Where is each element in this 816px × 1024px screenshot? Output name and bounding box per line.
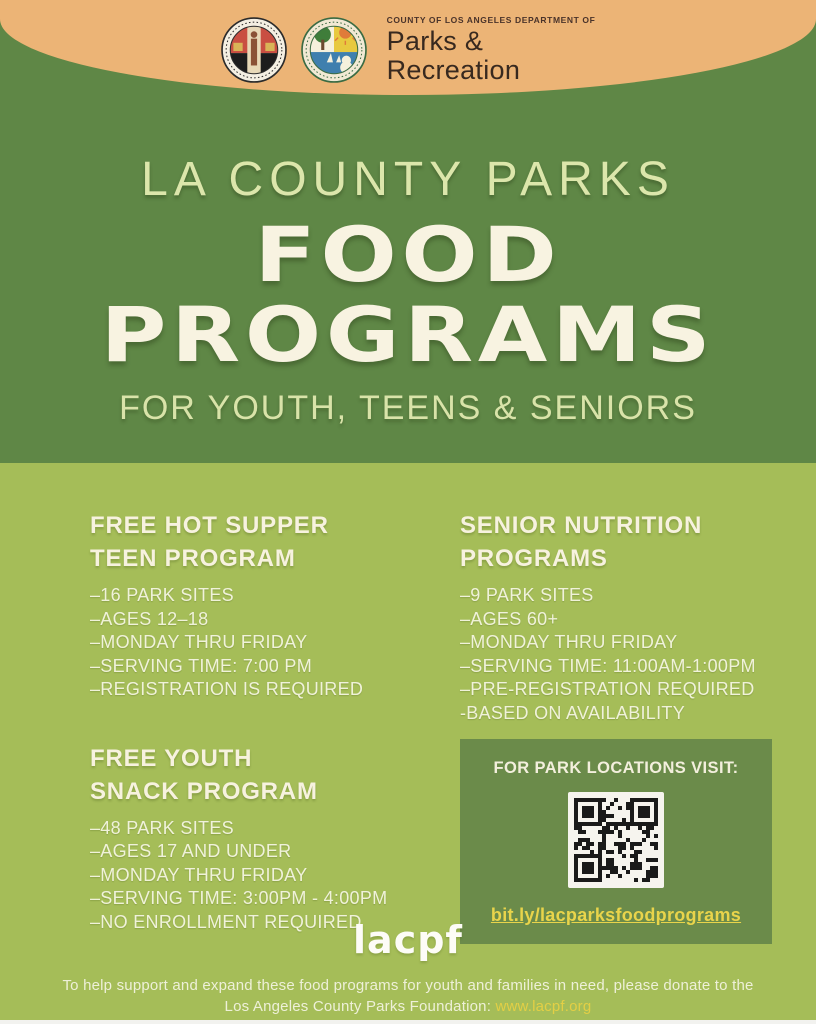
list-item: –SERVING TIME: 7:00 PM [90,655,313,676]
hero-kicker: LA COUNTY PARKS [141,153,675,206]
list-item: –48 PARK SITES [90,817,234,838]
footer [0,918,816,1017]
parks-recreation-seal-icon [301,17,367,83]
program-teen-supper [90,509,430,702]
list-item: –9 PARK SITES [460,585,594,605]
department-eyebrow: COUNTY OF LOS ANGELES DEPARTMENT OF [386,14,596,25]
hero-title-programs: PROGRAMS [100,290,716,379]
hero-section [0,0,816,463]
program-youth-snack [90,742,430,935]
hero-title-food: FOOD [254,210,562,299]
program-title: FREE YOUTH [90,744,253,772]
park-locations-link[interactable]: bit.ly/lacparksfoodprograms [490,905,742,925]
program-title: SNACK PROGRAM [90,777,318,805]
list-item: –AGES 12–18 [90,608,209,629]
list-item: –SERVING TIME: 11:00AM-1:00PM [460,655,756,676]
program-title: TEEN PROGRAM [90,545,296,572]
list-item: –AGES 17 AND UNDER [90,841,292,861]
park-locations-panel [460,739,772,944]
hero-subtitle: FOR YOUTH, TEENS & SENIORS [119,389,697,427]
bottom-edge [0,1020,816,1024]
department-name-line2: Recreation [386,54,521,85]
lacpf-logo: lacpf [353,918,463,962]
list-item: –16 PARK SITES [90,585,234,605]
left-column [90,509,430,944]
list-item: –MONDAY THRU FRIDAY [460,632,678,652]
programs-section [0,463,816,1024]
hero-title-block [0,152,816,428]
program-details-list [90,817,430,935]
department-wordmark [387,16,596,85]
program-details-list [460,584,760,725]
list-item: –SERVING TIME: 3:00PM - 4:00PM [90,888,388,908]
list-item: –MONDAY THRU FRIDAY [90,632,308,652]
donation-text [0,975,816,1017]
panel-heading: FOR PARK LOCATIONS VISIT: [493,759,739,777]
brand-header [0,8,816,92]
right-column [460,509,760,944]
la-county-seal-icon [221,17,287,83]
department-name-line1: Parks & [386,26,484,57]
list-item: –AGES 60+ [460,608,559,629]
program-title: FREE HOT SUPPER [90,512,329,539]
list-item: -BASED ON AVAILABILITY [460,702,686,723]
program-details-list [90,584,430,702]
donation-line1: To help support and expand these food programs for youth and families in need, please donate to the [62,977,754,994]
lacpf-org-link[interactable]: www.lacpf.org [495,998,592,1015]
program-senior-nutrition [460,509,760,725]
qr-code [568,792,664,888]
donation-line2-prefix: Los Angeles County Parks Foundation: [224,998,496,1015]
list-item: –NO ENROLLMENT REQUIRED [90,911,362,932]
list-item: –PRE-REGISTRATION REQUIRED [460,679,755,699]
list-item: –MONDAY THRU FRIDAY [90,864,308,885]
list-item: –REGISTRATION IS REQUIRED [90,679,364,699]
program-title: SENIOR NUTRITION [460,512,703,539]
program-title: PROGRAMS [460,545,608,572]
